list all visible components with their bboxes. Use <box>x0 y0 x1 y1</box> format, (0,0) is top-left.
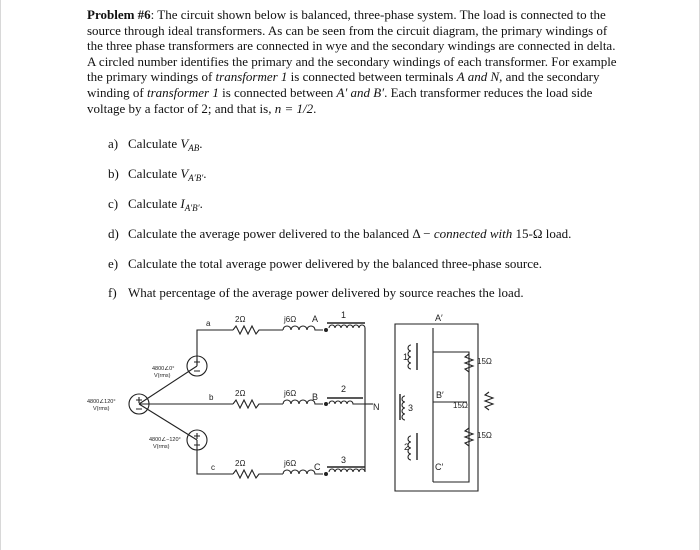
secondary-winding-1 <box>408 345 411 369</box>
resistor-label-a: 2Ω <box>235 315 246 324</box>
question-subscript: A′B′ <box>188 173 204 183</box>
terminal-dot <box>324 402 328 406</box>
secondary-number-2: 2 <box>404 442 410 452</box>
problem-text: . Each transformer reduces the load side voltage by a factor of 2; and that is, <box>87 84 593 116</box>
question-subscript: AB <box>188 143 200 153</box>
question-text: . <box>203 166 207 181</box>
question-label: b) <box>108 166 119 181</box>
transformer-number-3: 3 <box>341 455 347 465</box>
resistor-label-c: 2Ω <box>235 459 246 468</box>
problem-text: . <box>313 100 317 116</box>
question-symbol: connected with <box>433 226 513 241</box>
terminal-label-A: A <box>312 314 319 324</box>
polarity-icon <box>194 359 200 371</box>
question-text: . <box>199 136 203 151</box>
secondary-label-B-prime: B′ <box>436 390 444 400</box>
question-text: Calculate <box>128 136 181 151</box>
question-text: Calculate the average power delivered to the balanced Δ − <box>128 226 434 241</box>
resistor-b <box>233 400 283 408</box>
question-label: f) <box>108 285 117 300</box>
source-b-unit: V(rms) <box>93 406 110 412</box>
load-label-2: 15Ω <box>453 401 468 410</box>
primary-winding-1 <box>329 325 365 404</box>
question-symbol: V <box>180 166 189 181</box>
transformer-number-1: 1 <box>341 310 347 320</box>
secondary-label-C-prime: C′ <box>435 462 444 472</box>
problem-text: is connected between terminals <box>287 69 457 85</box>
load-label-3: 15Ω <box>477 431 492 440</box>
problem-ratio: n = 1/2 <box>274 100 314 116</box>
question-text: . <box>199 196 203 211</box>
load-resistor-2 <box>485 392 493 410</box>
terminal-label-C: C <box>314 462 321 472</box>
terminal-label-N: N <box>373 402 380 412</box>
terminal-dot <box>324 328 328 332</box>
problem-terminals-ref: A and N <box>456 69 500 85</box>
question-text: Calculate the total average power delivered by the balanced three-phase source. <box>128 256 542 271</box>
primary-winding-3 <box>329 404 365 472</box>
resistor-label-b: 2Ω <box>235 389 246 398</box>
inductor-a <box>283 326 323 330</box>
transformer-core-line <box>327 323 365 467</box>
secondary-winding-3 <box>402 396 405 420</box>
node-label-b: b <box>209 393 214 402</box>
question-symbol: V <box>180 136 189 151</box>
question-text: Calculate <box>128 196 181 211</box>
problem-text: , and the secondary winding of <box>87 69 600 100</box>
question-text: Calculate <box>128 166 181 181</box>
terminal-dot <box>324 472 328 476</box>
problem-transformer-ref: transformer 1 <box>215 69 288 85</box>
question-label: e) <box>108 256 119 271</box>
problem-terminals-ref: A′ and B′ <box>336 84 385 100</box>
resistor-a <box>233 326 283 334</box>
line-c-wire <box>197 440 233 474</box>
secondary-number-3: 3 <box>408 403 414 413</box>
question-subscript: A′B′ <box>184 203 200 213</box>
problem-intro: : The circuit shown below is balanced, three-phase system. The load is connected to the source through ideal transformers. As can be seen from the circuit diagram, the primary windings of the three phase transformers are connected in wye and the secondary windings are connected in delta. A circled number identifies the primary and the secondary windings of each transformer. For example the primary windings of <box>87 7 617 85</box>
node-label-c: c <box>211 463 215 472</box>
transformer-number-2: 2 <box>341 384 347 394</box>
reactance-label-a: j6Ω <box>284 315 297 324</box>
circuit-diagram <box>1 0 700 550</box>
question-label: d) <box>108 226 119 241</box>
resistor-c <box>233 470 283 478</box>
line-a-wire <box>197 330 233 366</box>
question-symbol: I <box>180 196 185 211</box>
problem-heading: Problem #6 <box>87 7 151 22</box>
question-text: What percentage of the average power delivered by source reaches the load. <box>128 285 524 300</box>
source-a-unit: V(rms) <box>154 373 171 379</box>
problem-text: is connected between <box>218 84 337 100</box>
node-label-a: a <box>206 319 211 328</box>
secondary-number-1: 1 <box>403 352 409 362</box>
source-c-unit: V(rms) <box>153 444 170 450</box>
question-label: a) <box>108 136 119 151</box>
load-label-1: 15Ω <box>477 357 492 366</box>
source-a-value: 4800∠0° <box>152 366 175 372</box>
primary-winding-2 <box>329 401 365 404</box>
question-label: c) <box>108 196 119 211</box>
secondary-label-A-prime: A′ <box>435 313 443 323</box>
problem-transformer-ref: transformer 1 <box>146 84 219 100</box>
source-b-value: 4800∠120° <box>87 399 116 405</box>
reactance-label-c: j6Ω <box>284 459 297 468</box>
question-text: 15-Ω load. <box>512 226 572 241</box>
reactance-label-b: j6Ω <box>284 389 297 398</box>
source-c-value: 4800∠−120° <box>149 437 181 443</box>
terminal-label-B: B <box>312 392 319 402</box>
